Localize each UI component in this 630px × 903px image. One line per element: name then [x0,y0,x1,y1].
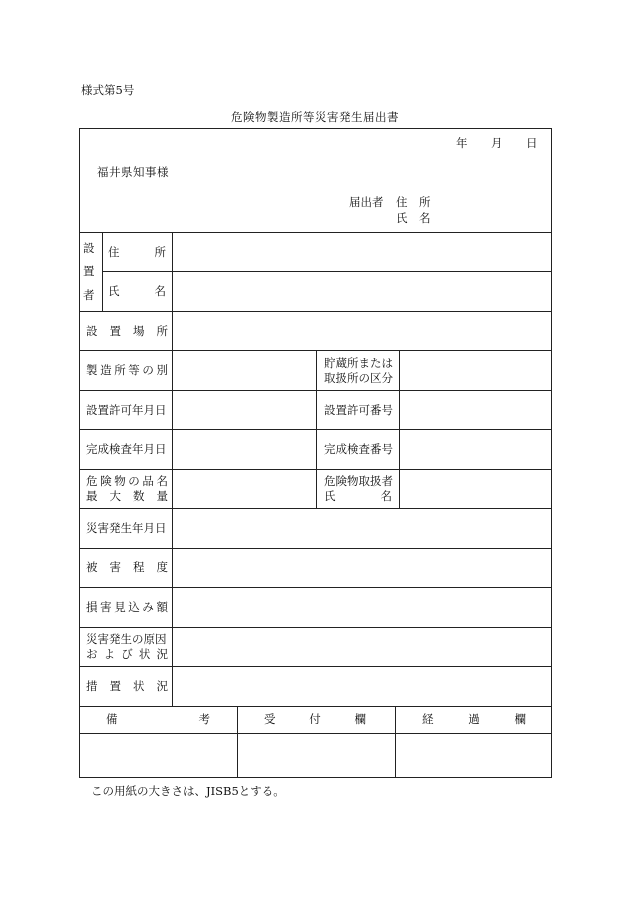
rule [237,706,238,778]
date-day: 日 [526,136,538,150]
rule [80,311,551,312]
location-label: 設 置 場 所 [86,324,168,338]
cause-label-line2: お よ び 状 況 [86,647,168,661]
paper-size-note: この用紙の大きさは、JISB5とする。 [91,784,285,798]
rule [399,350,400,508]
permit-date-label: 設置許可年月日 [86,403,167,417]
installer-address-label: 住 所 [108,245,166,259]
rule [80,548,551,549]
rule [80,733,551,734]
storage-type-label-line1: 貯蔵所または [324,356,393,370]
rule [102,271,551,272]
rule [80,666,551,667]
reception-header: 受 付 欄 [264,712,366,726]
facility-type-label: 製 造 所 等 の 別 [86,363,168,377]
rule [80,508,551,509]
inspection-number-label: 完成検査番号 [324,442,393,456]
rule [80,627,551,628]
form-frame [79,128,552,778]
form-title: 危険物製造所等災害発生届出書 [231,110,399,124]
notifier-label: 届出者 [349,195,384,209]
rule [80,232,551,233]
handler-label-line1: 危険物取扱者 [324,474,393,488]
max-quantity-label: 最 大 数 量 [86,489,168,503]
remarks-header: 備 考 [106,712,210,726]
permit-number-label: 設置許可番号 [324,403,393,417]
rule [102,232,103,311]
measures-label: 措 置 状 況 [86,679,168,693]
notifier-address-label: 住 所 [396,195,431,209]
inspection-date-label: 完成検査年月日 [86,442,167,456]
rule [395,706,396,778]
rule [172,232,173,706]
rule [316,350,317,508]
installer-label-char-1: 設 [83,241,95,255]
hazmat-name-label: 危 険 物 の 品 名 [86,474,168,488]
date-year: 年 [456,136,468,150]
rule [80,587,551,588]
estimated-loss-label: 損 害 見 込 み 額 [86,600,168,614]
damage-extent-label: 被 害 程 度 [86,560,168,574]
storage-type-label-line2: 取扱所の区分 [324,371,393,385]
cause-label-line1: 災害発生の原因 [86,632,167,646]
handler-label-line2: 氏 名 [324,489,392,503]
date-month: 月 [491,136,503,150]
installer-name-label: 氏 名 [108,284,166,298]
notifier-name-label: 氏 名 [396,211,431,225]
form-number: 様式第5号 [81,83,135,97]
installer-label-char-2: 置 [83,264,95,278]
rule [80,706,551,707]
disaster-date-label: 災害発生年月日 [86,521,167,535]
installer-label-char-3: 者 [83,288,95,302]
addressee: 福井県知事様 [97,165,169,179]
progress-header: 経 過 欄 [422,712,526,726]
